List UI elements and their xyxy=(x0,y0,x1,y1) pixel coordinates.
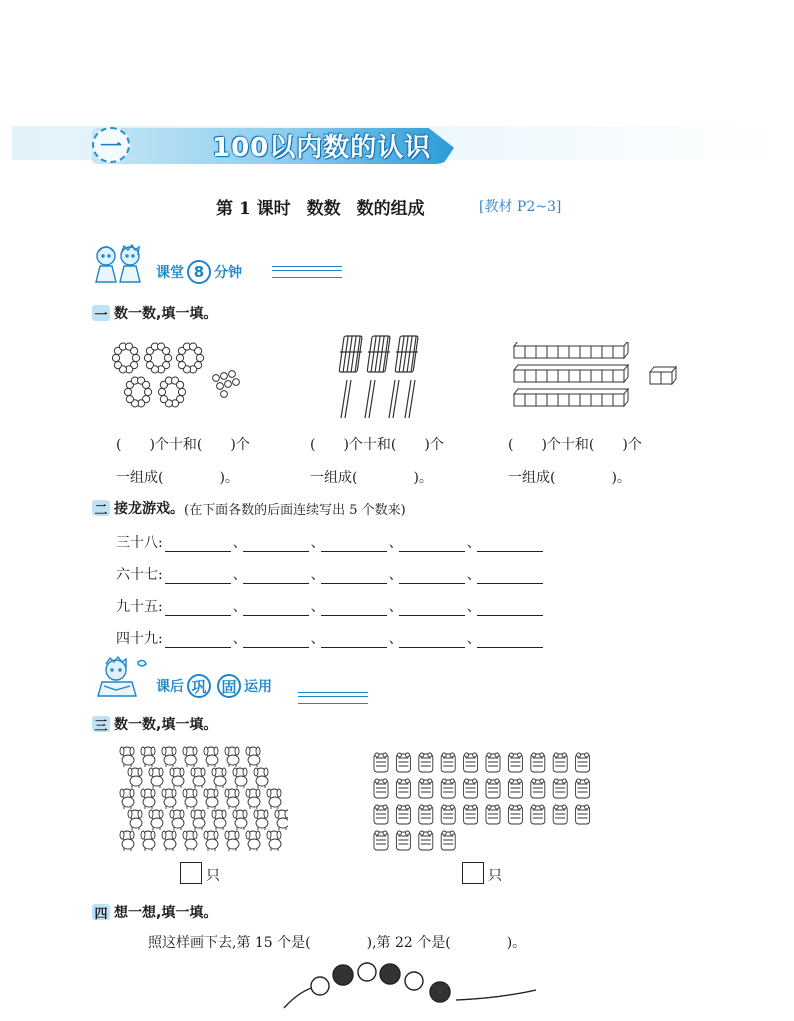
chain-blank[interactable] xyxy=(477,567,543,584)
chain-row-3-label: 九十五: xyxy=(116,599,163,615)
question-3-heading xyxy=(92,714,217,734)
q1-c-line1: ( )个十和( )个 xyxy=(508,437,642,453)
puppy xyxy=(120,747,134,767)
puppy xyxy=(233,768,247,788)
pattern-bead xyxy=(358,963,376,981)
section-in-class-minutes: 8 xyxy=(187,260,211,284)
ring-bead xyxy=(178,362,185,369)
loose-cubes xyxy=(650,367,676,384)
puppy xyxy=(191,768,205,788)
puppy xyxy=(183,747,197,767)
tiger xyxy=(576,805,590,824)
chain-blank[interactable] xyxy=(321,535,387,552)
textbook-reference: [教材 P2~3] xyxy=(479,199,562,215)
puppy xyxy=(141,789,155,809)
q1-a-line1: ( )个十和( )个 xyxy=(116,437,250,453)
puppy xyxy=(225,831,239,851)
ring-bead xyxy=(160,396,167,403)
puppy xyxy=(246,831,260,851)
question-2-title: 接龙游戏。 xyxy=(114,501,184,517)
tiger xyxy=(441,779,455,798)
lesson-topic-2: 数的组成 xyxy=(356,199,425,219)
tiger xyxy=(553,779,567,798)
chain-blank[interactable] xyxy=(477,631,543,648)
puppies-figure xyxy=(112,742,288,854)
tiger xyxy=(396,805,410,824)
pattern-bead xyxy=(430,982,450,1002)
question-4-title: 想一想,填一填。 xyxy=(114,905,218,921)
chain-blank[interactable] xyxy=(243,631,309,648)
bead-pattern-figure xyxy=(280,960,540,1012)
chain-blank[interactable] xyxy=(165,535,231,552)
tiger xyxy=(419,753,433,772)
tiger xyxy=(419,779,433,798)
section-in-class-prefix: 课堂 xyxy=(156,265,184,281)
ring-bead xyxy=(176,354,183,361)
chain-blank[interactable] xyxy=(321,599,387,616)
q1-b-line2: 一组成( )。 xyxy=(310,470,433,486)
puppy xyxy=(267,789,281,809)
tiger xyxy=(531,805,545,824)
ring-bead xyxy=(144,388,151,395)
puppy xyxy=(275,810,288,830)
tiger xyxy=(531,779,545,798)
chain-blank[interactable] xyxy=(477,535,543,552)
chain-blank[interactable] xyxy=(321,631,387,648)
lesson-topic-1: 数数 xyxy=(306,199,341,219)
ring-bead xyxy=(124,388,131,395)
section-after-class-ring-1: 巩 xyxy=(187,674,211,698)
kids-mascot-icon xyxy=(90,244,152,288)
section-in-class-header xyxy=(156,260,242,284)
tiger-count-box[interactable] xyxy=(462,862,484,884)
loose-bead xyxy=(213,375,220,382)
lesson-number: 第 1 课时 xyxy=(216,199,291,219)
unit-number: 一 xyxy=(92,127,130,163)
tiger xyxy=(508,805,522,824)
tiger xyxy=(576,779,590,798)
tiger xyxy=(396,831,410,850)
question-3-number: 三 xyxy=(92,716,110,732)
puppy xyxy=(141,831,155,851)
tiger-unit-label: 只 xyxy=(488,868,502,884)
tiger xyxy=(441,805,455,824)
pattern-bead xyxy=(405,972,423,990)
question-4-number: 四 xyxy=(92,904,110,920)
loose-bead xyxy=(229,371,236,378)
puppy xyxy=(141,747,155,767)
loose-bead xyxy=(225,381,232,388)
puppy xyxy=(225,789,239,809)
ring-bead xyxy=(163,347,170,354)
chain-blank[interactable] xyxy=(165,599,231,616)
tiger xyxy=(374,753,388,772)
puppy xyxy=(170,768,184,788)
ring-bead xyxy=(195,347,202,354)
unit-title: 100以内数的认识 xyxy=(212,133,432,163)
puppy xyxy=(162,789,176,809)
puppy xyxy=(204,789,218,809)
puppy xyxy=(162,747,176,767)
chain-row-1: 三十八: 、 、 、 、 xyxy=(116,532,545,552)
cube-rod xyxy=(514,342,628,358)
chain-row-2: 六十七: 、 、 、 、 xyxy=(116,564,545,584)
question-1-heading xyxy=(92,303,217,323)
stick-bundles-figure xyxy=(333,330,433,422)
ring-bead xyxy=(112,354,119,361)
chain-blank[interactable] xyxy=(165,567,231,584)
puppy xyxy=(183,789,197,809)
loose-bead xyxy=(221,373,228,380)
puppy xyxy=(204,831,218,851)
puppy xyxy=(128,768,142,788)
question-1-title: 数一数,填一填。 xyxy=(114,306,218,322)
section-in-class-suffix: 分钟 xyxy=(214,265,242,281)
chain-blank[interactable] xyxy=(243,599,309,616)
chain-blank[interactable] xyxy=(399,599,465,616)
ring-bead xyxy=(146,362,153,369)
tiger xyxy=(441,753,455,772)
pattern-bead xyxy=(311,977,329,995)
question-2-note: (在下面各数的后面连续写出 5 个数来) xyxy=(184,502,406,518)
tiger xyxy=(396,753,410,772)
tiger xyxy=(508,779,522,798)
chain-row-3: 九十五: 、 、 、 、 xyxy=(116,596,545,616)
chain-blank[interactable] xyxy=(399,535,465,552)
ring-bead xyxy=(144,354,151,361)
puppy xyxy=(233,810,247,830)
tiger xyxy=(441,831,455,850)
tiger xyxy=(419,805,433,824)
puppy xyxy=(191,810,205,830)
ring-bead xyxy=(196,354,203,361)
section-after-class-header xyxy=(156,674,272,698)
cube-rod xyxy=(514,365,628,382)
section-after-class-prefix: 课后 xyxy=(156,679,184,695)
section-in-class-rule xyxy=(272,266,342,278)
puppy xyxy=(149,768,163,788)
chain-row-4: 四十九: 、 、 、 、 xyxy=(116,628,545,648)
section-after-class-suffix: 运用 xyxy=(244,679,272,695)
chain-blank[interactable] xyxy=(243,567,309,584)
tiger xyxy=(464,753,478,772)
puppy xyxy=(212,768,226,788)
tiger xyxy=(576,753,590,772)
ring-bead xyxy=(177,381,184,388)
tigers-figure xyxy=(370,752,596,858)
bead-rings-figure xyxy=(112,342,244,414)
tiger xyxy=(553,805,567,824)
q1-b-line1: ( )个十和( )个 xyxy=(310,437,444,453)
puppy xyxy=(246,789,260,809)
tiger xyxy=(486,779,500,798)
chain-blank[interactable] xyxy=(243,535,309,552)
reading-kid-icon xyxy=(90,656,152,702)
q1-c-line2: 一组成( )。 xyxy=(508,470,631,486)
puppy xyxy=(120,789,134,809)
question-4-heading xyxy=(92,902,217,922)
tiger xyxy=(374,831,388,850)
ring-bead xyxy=(164,354,171,361)
ring-bead xyxy=(126,396,133,403)
pattern-bead xyxy=(333,965,353,985)
puppy xyxy=(162,831,176,851)
lesson-title xyxy=(216,194,425,219)
question-1-number: 一 xyxy=(92,305,110,321)
question-3-title: 数一数,填一填。 xyxy=(114,717,218,733)
section-after-class-rule xyxy=(298,692,368,704)
tiger xyxy=(396,779,410,798)
ring-bead xyxy=(143,381,150,388)
ring-bead xyxy=(131,347,138,354)
tiger xyxy=(464,779,478,798)
cube-rods-figure xyxy=(510,342,682,412)
tiger xyxy=(374,779,388,798)
chain-row-1-label: 三十八: xyxy=(116,535,163,551)
puppy xyxy=(170,810,184,830)
puppy xyxy=(254,810,268,830)
chain-blank[interactable] xyxy=(165,631,231,648)
chain-row-4-label: 四十九: xyxy=(116,631,163,647)
ring-bead xyxy=(132,354,139,361)
tiger xyxy=(508,753,522,772)
puppy xyxy=(212,810,226,830)
puppy xyxy=(254,768,268,788)
puppy xyxy=(128,810,142,830)
loose-bead xyxy=(233,379,240,386)
ring-bead xyxy=(158,388,165,395)
chain-blank[interactable] xyxy=(477,599,543,616)
tiger xyxy=(464,805,478,824)
puppy xyxy=(225,747,239,767)
puppy xyxy=(149,810,163,830)
puppy xyxy=(267,831,281,851)
tiger xyxy=(553,753,567,772)
tiger xyxy=(374,805,388,824)
chain-row-2-label: 六十七: xyxy=(116,567,163,583)
cube-rod xyxy=(514,389,628,406)
puppy xyxy=(183,831,197,851)
section-after-class-ring-2: 固 xyxy=(217,674,241,698)
pattern-bead xyxy=(380,964,400,984)
question-4-sentence: 照这样画下去,第 15 个是( ),第 22 个是( )。 xyxy=(148,935,527,951)
loose-bead xyxy=(217,383,224,390)
chain-blank[interactable] xyxy=(399,567,465,584)
puppy-count-box[interactable] xyxy=(180,862,202,884)
tiger xyxy=(486,805,500,824)
puppy xyxy=(246,747,260,767)
q1-a-line2: 一组成( )。 xyxy=(116,470,239,486)
tiger xyxy=(419,831,433,850)
puppy xyxy=(204,747,218,767)
puppy xyxy=(120,831,134,851)
question-2-number: 二 xyxy=(92,500,110,516)
question-2-heading xyxy=(92,498,406,518)
loose-bead xyxy=(221,391,228,398)
puppy-unit-label: 只 xyxy=(206,868,220,884)
chain-blank[interactable] xyxy=(321,567,387,584)
ring-bead xyxy=(114,362,121,369)
tiger xyxy=(486,753,500,772)
ring-bead xyxy=(178,388,185,395)
tiger xyxy=(531,753,545,772)
chain-blank[interactable] xyxy=(399,631,465,648)
